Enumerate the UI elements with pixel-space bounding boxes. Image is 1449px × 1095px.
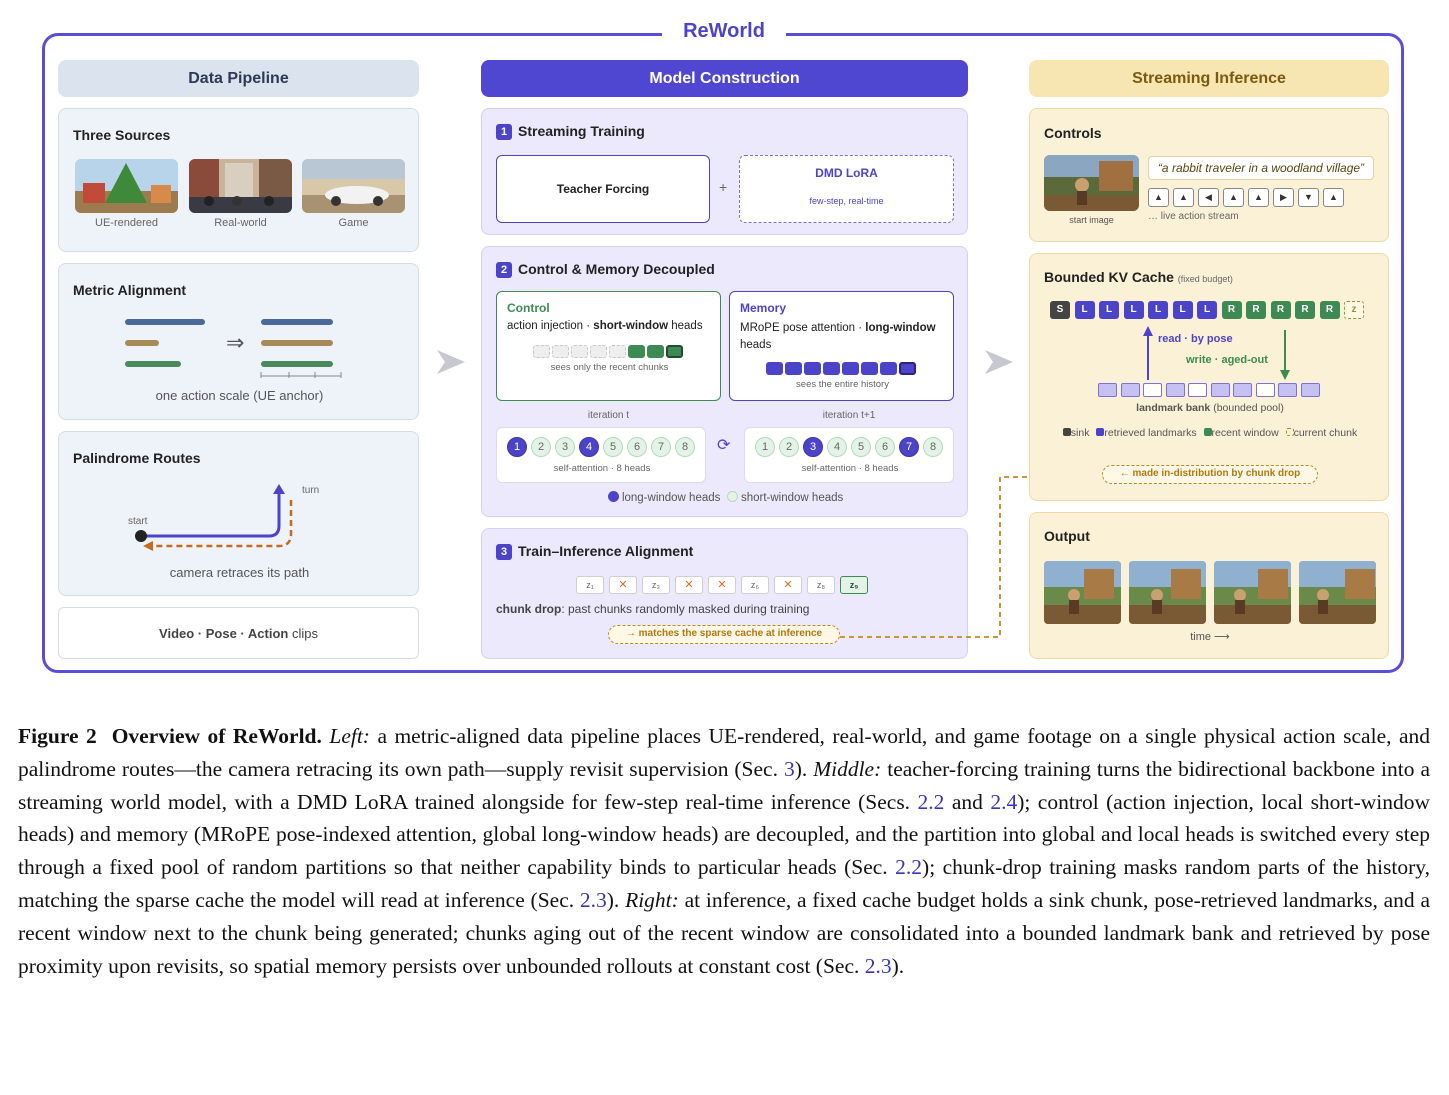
attention-head: 4 — [827, 437, 847, 457]
section-number: 3 — [496, 544, 512, 560]
memory-title: Memory — [740, 301, 787, 315]
metric-note: one action scale (UE anchor) — [155, 388, 324, 403]
short-window-dot-icon — [727, 491, 738, 502]
panel-title: Bounded KV Cache (fixed budget) — [1044, 269, 1233, 285]
section-reference-link[interactable]: 2.4 — [990, 789, 1018, 814]
caption-heading: Overview of ReWorld. — [111, 724, 322, 748]
action-key-icon: ▲ — [1148, 188, 1169, 207]
attention-chunk — [823, 362, 840, 375]
action-key-icon: ▲ — [1248, 188, 1269, 207]
kv-cache-cell: R — [1246, 301, 1266, 319]
clips-text: clips — [288, 626, 318, 641]
align-arrow: ⇒ — [226, 330, 245, 355]
text-prompt: “a rabbit traveler in a woodland village” — [1148, 156, 1374, 180]
latent-chunk: z₆ — [741, 576, 769, 594]
output-frame — [1214, 561, 1291, 624]
kv-cache-cell: L — [1099, 301, 1119, 319]
game-thumbnail — [302, 159, 405, 213]
iteration-t1-label: iteration t+1 — [822, 410, 876, 421]
source-label-game: Game — [338, 217, 369, 229]
attention-chunk — [571, 345, 588, 358]
attention-chunk — [647, 345, 664, 358]
section-reference-link[interactable]: 2.2 — [895, 855, 923, 880]
kv-cache-cell: L — [1197, 301, 1217, 319]
attention-chunk — [533, 345, 550, 358]
action-key-icon: ◀ — [1198, 188, 1219, 207]
memory-box — [729, 291, 954, 401]
attention-head: 6 — [875, 437, 895, 457]
output-frame — [1044, 561, 1121, 624]
chunk-sequence — [576, 576, 876, 596]
metric-alignment-panel — [58, 263, 419, 420]
heads-row — [507, 437, 697, 459]
section-number: 1 — [496, 124, 512, 140]
column-header-data-pipeline: Data Pipeline — [58, 60, 419, 97]
attention-head: 8 — [675, 437, 695, 457]
section-reference-link[interactable]: 2.3 — [864, 953, 892, 978]
section-number: 2 — [496, 262, 512, 278]
action-key-icon: ▼ — [1298, 188, 1319, 207]
clips-bold-text: Video · Pose · Action — [159, 626, 289, 641]
dmd-lora-subtitle: few-step, real-time — [809, 196, 884, 206]
long-window-dot-icon — [608, 491, 619, 502]
heads-legend: long-window heads short-window heads — [482, 491, 969, 504]
attention-head: 3 — [555, 437, 575, 457]
action-key-icon: ▲ — [1173, 188, 1194, 207]
section-title: 2 Control & Memory Decoupled — [496, 261, 715, 278]
kv-cache-cell: L — [1173, 301, 1193, 319]
flow-arrow-right — [983, 348, 1015, 376]
action-key-icon: ▲ — [1223, 188, 1244, 207]
chunk-drop-desc: chunk drop: past chunks randomly masked during training — [496, 602, 810, 616]
self-attention-label: self-attention · 8 heads — [553, 463, 651, 474]
control-note: sees only the recent chunks — [550, 362, 669, 373]
kv-legend: sink retrieved landmarks recent window current chunk — [1040, 425, 1380, 441]
current-swatch-icon — [1286, 428, 1294, 436]
attention-chunk — [804, 362, 821, 375]
latent-chunk: z₃ — [642, 576, 670, 594]
figure-title: ReWorld — [662, 18, 786, 44]
column-header-streaming-inference: Streaming Inference — [1029, 60, 1389, 97]
action-key-icon: ▲ — [1323, 188, 1344, 207]
action-stream-label: … live action stream — [1148, 211, 1239, 222]
attention-chunk — [666, 345, 683, 358]
attention-head: 3 — [803, 437, 823, 457]
palindrome-note: camera retraces its path — [169, 565, 310, 580]
attention-chunk — [628, 345, 645, 358]
landmark-slot — [1166, 383, 1185, 397]
in-distribution-tag: ← made in-distribution by chunk drop — [1102, 465, 1318, 484]
self-attention-label: self-attention · 8 heads — [801, 463, 899, 474]
panel-title: Three Sources — [73, 127, 171, 143]
attention-head: 5 — [603, 437, 623, 457]
dropped-chunk: ✕ — [675, 576, 703, 594]
attention-head: 6 — [627, 437, 647, 457]
attention-head: 5 — [851, 437, 871, 457]
landmark-slot — [1143, 383, 1162, 397]
bounded-kv-cache-panel — [1029, 253, 1389, 501]
control-attention-squares — [533, 344, 693, 360]
action-key-stream — [1148, 187, 1368, 207]
attention-head: 7 — [899, 437, 919, 457]
time-axis-label: time ⟶ — [1190, 631, 1230, 643]
recent-swatch-icon — [1204, 428, 1212, 436]
caption-label: Figure 2 — [18, 724, 97, 748]
attention-chunk — [842, 362, 859, 375]
attention-head: 1 — [507, 437, 527, 457]
kv-cache-cell: R — [1295, 301, 1315, 319]
attention-chunk — [880, 362, 897, 375]
memory-note: sees the entire history — [796, 379, 889, 390]
landmark-bank-label: landmark bank (bounded pool) — [1136, 402, 1284, 414]
attention-chunk — [785, 362, 802, 375]
landmark-slot — [1278, 383, 1297, 397]
attention-chunk — [609, 345, 626, 358]
section-reference-link[interactable]: 2.2 — [917, 789, 945, 814]
column-header-model-construction: Model Construction — [481, 60, 968, 97]
landmark-bank-cells — [1098, 383, 1328, 399]
attention-chunk — [766, 362, 783, 375]
landmark-slot — [1256, 383, 1275, 397]
kv-cache-cell: R — [1320, 301, 1340, 319]
palindrome-routes-panel — [58, 431, 419, 596]
start-image-label: start image — [1069, 215, 1114, 225]
kv-cache-cell: L — [1148, 301, 1168, 319]
attention-chunk — [552, 345, 569, 358]
flow-arrow-left — [435, 348, 467, 376]
clips-output-box — [58, 607, 419, 659]
panel-title: Controls — [1044, 125, 1102, 141]
kv-cache-cell: R — [1222, 301, 1242, 319]
section-title: 3 Train–Inference Alignment — [496, 543, 693, 560]
memory-attention-squares — [766, 361, 926, 377]
teacher-forcing-box: Teacher Forcing — [496, 155, 710, 223]
read-by-pose-label: read · by pose — [1158, 333, 1233, 345]
attention-head: 4 — [579, 437, 599, 457]
source-label-ue: UE-rendered — [95, 217, 158, 229]
plus-sign: + — [719, 179, 728, 195]
attention-chunk — [861, 362, 878, 375]
action-key-icon: ▶ — [1273, 188, 1294, 207]
latent-chunk: z₉ — [840, 576, 868, 594]
landmark-slot — [1211, 383, 1230, 397]
landmark-slot — [1233, 383, 1252, 397]
heads-iteration-t — [496, 427, 706, 483]
kv-cache-cell: S — [1050, 301, 1070, 319]
attention-head: 2 — [531, 437, 551, 457]
section-reference-link[interactable]: 3 — [783, 756, 795, 781]
dropped-chunk: ✕ — [609, 576, 637, 594]
dmd-lora-box — [739, 155, 954, 223]
control-desc: action injection · short-window heads — [507, 320, 703, 332]
iteration-t-label: iteration t — [587, 410, 630, 421]
latent-chunk: z₁ — [576, 576, 604, 594]
ue-rendered-thumbnail — [75, 159, 178, 213]
kv-cache-cell: L — [1075, 301, 1095, 319]
section-reference-link[interactable]: 2.3 — [579, 887, 607, 912]
attention-head: 2 — [779, 437, 799, 457]
sink-swatch-icon — [1063, 428, 1071, 436]
route-turn-label: turn — [302, 485, 320, 496]
attention-head: 8 — [923, 437, 943, 457]
control-box — [496, 291, 721, 401]
kv-cache-cells — [1050, 301, 1370, 321]
section-title: 1 Streaming Training — [496, 123, 645, 140]
memory-desc: MRoPE pose attention · long-window heads — [740, 322, 936, 351]
matches-cache-tag: → matches the sparse cache at inference — [608, 625, 840, 644]
route-graphic — [129, 482, 309, 557]
latent-chunk: z₈ — [807, 576, 835, 594]
panel-title: Output — [1044, 528, 1090, 544]
start-image-thumbnail — [1044, 155, 1139, 211]
control-title: Control — [507, 301, 550, 315]
attention-head: 7 — [651, 437, 671, 457]
output-frame — [1299, 561, 1376, 624]
write-aged-out-label: write · aged-out — [1186, 354, 1268, 366]
panel-title: Metric Alignment — [73, 282, 187, 298]
kv-cache-cell: L — [1124, 301, 1144, 319]
figure-caption: Figure 2 Overview of ReWorld. Left: a metric-aligned data pipeline places UE-rendered, real-world, and game footage on a single physical action scale, and palindrome routes—the camera retracing its own path—supply revisit supervision (Sec. 3). Middle: teacher-forcing training turns the bidirectional backbone into a streaming world model, with a DMD LoRA trained alongside for few-step real-time inference (Secs. 2.2 and 2.4); control (action injection, local short-window heads) and memory (MRoPE pose-indexed attention, global long-window heads) are decoupled, and the partition into global and local heads is switched every step through a fixed pool of random partitions so that neither capability binds to particular heads (Sec. 2.2); chunk-drop training masks random parts of the history, matching the sparse cache the model will read at inference (Sec. 2.3). Right: at inference, a fixed cache budget holds a sink chunk, pose-retrieved landmarks, and a recent window next to the chunk being generated; chunks aging out of the recent window are consolidated into a bounded landmark bank and retrieved by pose proximity upon revisits, so spatial memory persists over unbounded rollouts at constant cost (Sec. 2.3). — [18, 724, 1431, 978]
kv-cache-cell: R — [1271, 301, 1291, 319]
dropped-chunk: ✕ — [774, 576, 802, 594]
attention-chunk — [899, 362, 916, 375]
attention-chunk — [590, 345, 607, 358]
streaming-training-panel — [481, 108, 968, 235]
output-frame — [1129, 561, 1206, 624]
attention-head: 1 — [755, 437, 775, 457]
landmark-slot — [1188, 383, 1207, 397]
output-frames — [1044, 561, 1380, 624]
landmark-slot — [1301, 383, 1320, 397]
landmark-slot — [1121, 383, 1140, 397]
heads-row — [755, 437, 945, 459]
panel-title: Palindrome Routes — [73, 450, 201, 466]
output-panel — [1029, 512, 1389, 659]
landmark-slot — [1098, 383, 1117, 397]
source-label-real: Real-world — [214, 217, 267, 229]
dmd-lora-title: DMD LoRA — [815, 166, 878, 180]
cycle-icon: ⟳ — [717, 437, 731, 454]
three-sources-panel — [58, 108, 419, 252]
controls-panel — [1029, 108, 1389, 242]
kv-cache-cell: z — [1344, 301, 1364, 319]
real-world-thumbnail — [189, 159, 292, 213]
dropped-chunk: ✕ — [708, 576, 736, 594]
route-start-label: start — [128, 516, 148, 527]
